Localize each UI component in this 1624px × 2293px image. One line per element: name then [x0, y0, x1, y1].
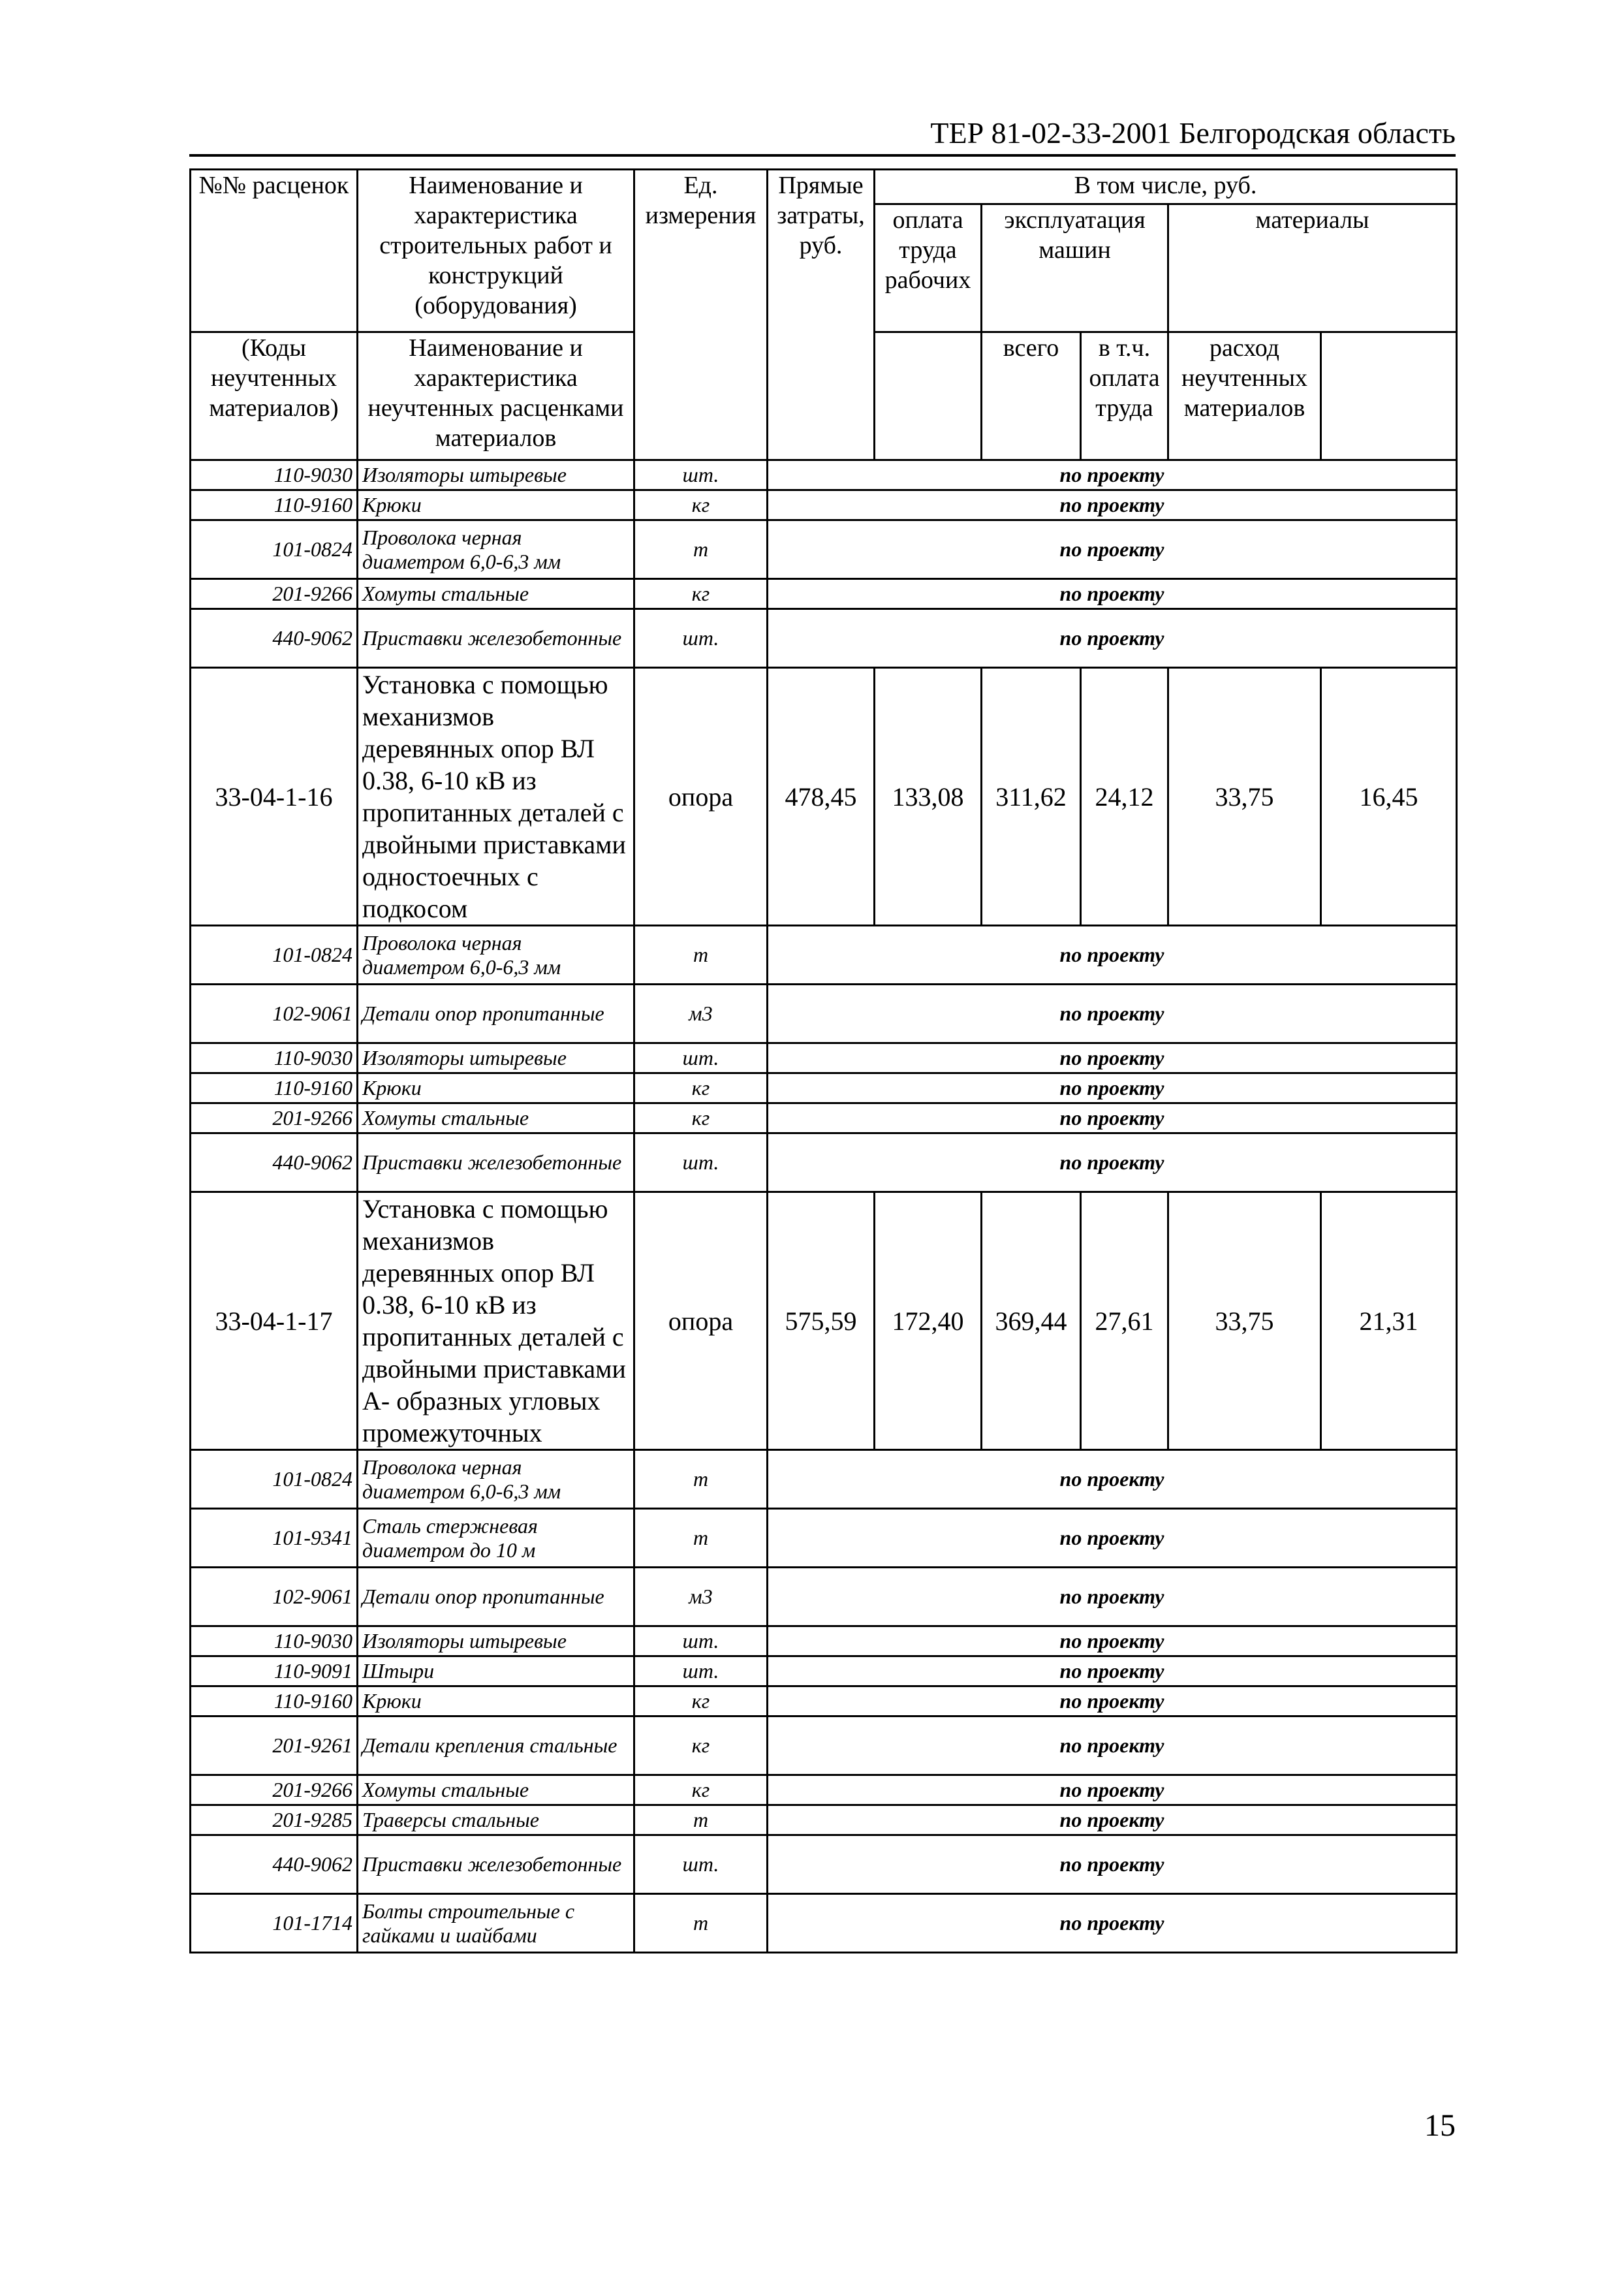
page-header: [189, 110, 1456, 157]
material-code: 110-9030: [191, 460, 358, 490]
price-row: [191, 1192, 1457, 1450]
material-unit: т: [634, 1450, 768, 1509]
material-note: по проекту: [768, 1509, 1457, 1568]
material-note: по проекту: [768, 1043, 1457, 1073]
page-number: 15: [1424, 2108, 1456, 2143]
material-note: по проекту: [768, 985, 1457, 1043]
material-note: по проекту: [768, 579, 1457, 609]
price-name: Установка с помощью механизмов деревянных опор ВЛ 0.38, 6-10 кВ из пропитанных деталей с двойными приставками одностоечных с подкосом: [358, 668, 634, 926]
material-name: Хомуты стальные: [358, 1775, 634, 1805]
material-row: [191, 1073, 1457, 1103]
material-unit: т: [634, 926, 768, 985]
material-row: [191, 1835, 1457, 1894]
material-name: Крюки: [358, 490, 634, 520]
material-code: 201-9266: [191, 1775, 358, 1805]
material-name: Проволока черная диаметром 6,0-6,3 мм: [358, 926, 634, 985]
material-name: Сталь стержневая диаметром до 10 м: [358, 1509, 634, 1568]
material-row: [191, 926, 1457, 985]
material-row: [191, 1775, 1457, 1805]
material-note: по проекту: [768, 926, 1457, 985]
document-title: ТЕР 81-02-33-2001 Белгородская область: [930, 116, 1456, 150]
material-unit: шт.: [634, 1043, 768, 1073]
material-unit: шт.: [634, 1656, 768, 1686]
material-unit: т: [634, 1509, 768, 1568]
material-code: 201-9266: [191, 1103, 358, 1133]
material-name: Детали крепления стальные: [358, 1716, 634, 1775]
col-header-machines: эксплуатация машин: [982, 205, 1169, 331]
col-header-mach-pay: в т.ч. оплата труда: [1081, 332, 1168, 460]
material-name: Болты строительные с гайками и шайбами: [358, 1894, 634, 1953]
material-code: 110-9160: [191, 1686, 358, 1716]
material-row: [191, 1805, 1457, 1835]
material-note: по проекту: [768, 1103, 1457, 1133]
material-note: по проекту: [768, 609, 1457, 668]
material-row: [191, 1656, 1457, 1686]
price-name: Установка с помощью механизмов деревянных опор ВЛ 0.38, 6-10 кВ из пропитанных деталей с двойными приставками А- образных угловых промежуточных: [358, 1192, 634, 1450]
material-code: 201-9285: [191, 1805, 358, 1835]
material-row: [191, 1133, 1457, 1192]
material-note: по проекту: [768, 1894, 1457, 1953]
material-code: 110-9091: [191, 1656, 358, 1686]
material-name: Траверсы стальные: [358, 1805, 634, 1835]
material-name: Крюки: [358, 1073, 634, 1103]
col-header-unit: Ед. измерения: [634, 170, 768, 460]
machine-total: 369,44: [982, 1192, 1081, 1450]
material-name: Хомуты стальные: [358, 579, 634, 609]
material-row: [191, 985, 1457, 1043]
material-note: по проекту: [768, 1835, 1457, 1894]
material-note: по проекту: [768, 1626, 1457, 1656]
material-row: [191, 1626, 1457, 1656]
material-note: по проекту: [768, 460, 1457, 490]
material-name: Крюки: [358, 1686, 634, 1716]
material-name: Изоляторы штыревые: [358, 1043, 634, 1073]
material-note: по проекту: [768, 1568, 1457, 1626]
material-unit: шт.: [634, 1835, 768, 1894]
material-unit: шт.: [634, 1133, 768, 1192]
col-header-direct: Прямые затраты, руб.: [768, 170, 875, 460]
material-name: Детали опор пропитанные: [358, 985, 634, 1043]
material-code: 102-9061: [191, 985, 358, 1043]
material-unit: т: [634, 1805, 768, 1835]
col-header-mat-name: Наименование и характеристика неучтенных расценками материалов: [358, 332, 634, 460]
material-unit: кг: [634, 1716, 768, 1775]
material-unit: м3: [634, 1568, 768, 1626]
direct-cost: 478,45: [768, 668, 875, 926]
material-code: 101-0824: [191, 520, 358, 579]
material-row: [191, 1043, 1457, 1073]
material-name: Приставки железобетонные: [358, 609, 634, 668]
direct-cost: 575,59: [768, 1192, 875, 1450]
material-code: 201-9261: [191, 1716, 358, 1775]
material-unit: т: [634, 520, 768, 579]
material-note: по проекту: [768, 1716, 1457, 1775]
col-header-group: [875, 170, 1457, 332]
price-row: [191, 668, 1457, 926]
material-note: по проекту: [768, 490, 1457, 520]
price-code: 33-04-1-17: [191, 1192, 358, 1450]
material-row: [191, 609, 1457, 668]
price-table: [189, 168, 1458, 1953]
material-unit: шт.: [634, 609, 768, 668]
material-name: Проволока черная диаметром 6,0-6,3 мм: [358, 1450, 634, 1509]
col-header-materials: материалы: [1255, 206, 1369, 234]
material-code: 110-9160: [191, 1073, 358, 1103]
col-header-code: №№ расценок: [191, 170, 358, 332]
header-row-1: [191, 170, 1457, 332]
material-unit: кг: [634, 1103, 768, 1133]
material-code: 101-9341: [191, 1509, 358, 1568]
material-note: по проекту: [768, 1805, 1457, 1835]
material-row: [191, 1509, 1457, 1568]
price-code: 33-04-1-16: [191, 668, 358, 926]
machine-total: 311,62: [982, 668, 1081, 926]
material-name: Детали опор пропитанные: [358, 1568, 634, 1626]
material-unit: м3: [634, 985, 768, 1043]
material-name: Хомуты стальные: [358, 1103, 634, 1133]
machine-labor-pay: 27,61: [1081, 1192, 1168, 1450]
material-name: Проволока черная диаметром 6,0-6,3 мм: [358, 520, 634, 579]
material-unit: кг: [634, 1073, 768, 1103]
material-name: Штыри: [358, 1656, 634, 1686]
material-note: по проекту: [768, 1073, 1457, 1103]
material-name: Изоляторы штыревые: [358, 1626, 634, 1656]
material-row: [191, 1103, 1457, 1133]
material-code: 101-1714: [191, 1894, 358, 1953]
material-code: 101-0824: [191, 1450, 358, 1509]
labor-cost: 16,45: [1321, 668, 1457, 926]
material-note: по проекту: [768, 1656, 1457, 1686]
labor-pay: 133,08: [875, 668, 982, 926]
material-unit: шт.: [634, 460, 768, 490]
col-header-including: В том числе, руб.: [875, 170, 1456, 205]
material-unit: кг: [634, 579, 768, 609]
col-header-mat-code: (Коды неучтенных материалов): [191, 332, 358, 460]
material-row: [191, 520, 1457, 579]
col-header-unaccounted: расход неучтенных материалов: [1168, 332, 1321, 460]
materials-cost: 33,75: [1168, 1192, 1321, 1450]
material-row: [191, 1716, 1457, 1775]
material-note: по проекту: [768, 1686, 1457, 1716]
material-code: 110-9030: [191, 1626, 358, 1656]
price-unit: опора: [634, 668, 768, 926]
material-code: 110-9030: [191, 1043, 358, 1073]
material-note: по проекту: [768, 1775, 1457, 1805]
material-row: [191, 579, 1457, 609]
material-row: [191, 1686, 1457, 1716]
col-header-name: Наименование и характеристика строительных работ и конструкций (оборудования): [358, 170, 634, 332]
material-unit: т: [634, 1894, 768, 1953]
material-row: [191, 1568, 1457, 1626]
table-body: [191, 170, 1457, 1953]
material-code: 102-9061: [191, 1568, 358, 1626]
material-code: 110-9160: [191, 490, 358, 520]
machine-labor-pay: 24,12: [1081, 668, 1168, 926]
labor-cost: 21,31: [1321, 1192, 1457, 1450]
material-note: по проекту: [768, 1133, 1457, 1192]
materials-cost: 33,75: [1168, 668, 1321, 926]
material-name: Приставки железобетонные: [358, 1835, 634, 1894]
material-name: Изоляторы штыревые: [358, 460, 634, 490]
material-unit: шт.: [634, 1626, 768, 1656]
labor-pay: 172,40: [875, 1192, 982, 1450]
material-unit: кг: [634, 490, 768, 520]
material-code: 440-9062: [191, 609, 358, 668]
material-code: 101-0824: [191, 926, 358, 985]
material-name: Приставки железобетонные: [358, 1133, 634, 1192]
material-unit: кг: [634, 1686, 768, 1716]
material-note: по проекту: [768, 1450, 1457, 1509]
col-header-labor-pay: оплата труда рабочих: [875, 205, 982, 331]
material-code: 440-9062: [191, 1835, 358, 1894]
price-unit: опора: [634, 1192, 768, 1450]
material-row: [191, 1450, 1457, 1509]
material-row: [191, 460, 1457, 490]
col-header-mach-total: всего: [982, 332, 1081, 460]
material-code: 440-9062: [191, 1133, 358, 1192]
material-code: 201-9266: [191, 579, 358, 609]
material-note: по проекту: [768, 520, 1457, 579]
material-unit: кг: [634, 1775, 768, 1805]
material-row: [191, 1894, 1457, 1953]
material-row: [191, 490, 1457, 520]
